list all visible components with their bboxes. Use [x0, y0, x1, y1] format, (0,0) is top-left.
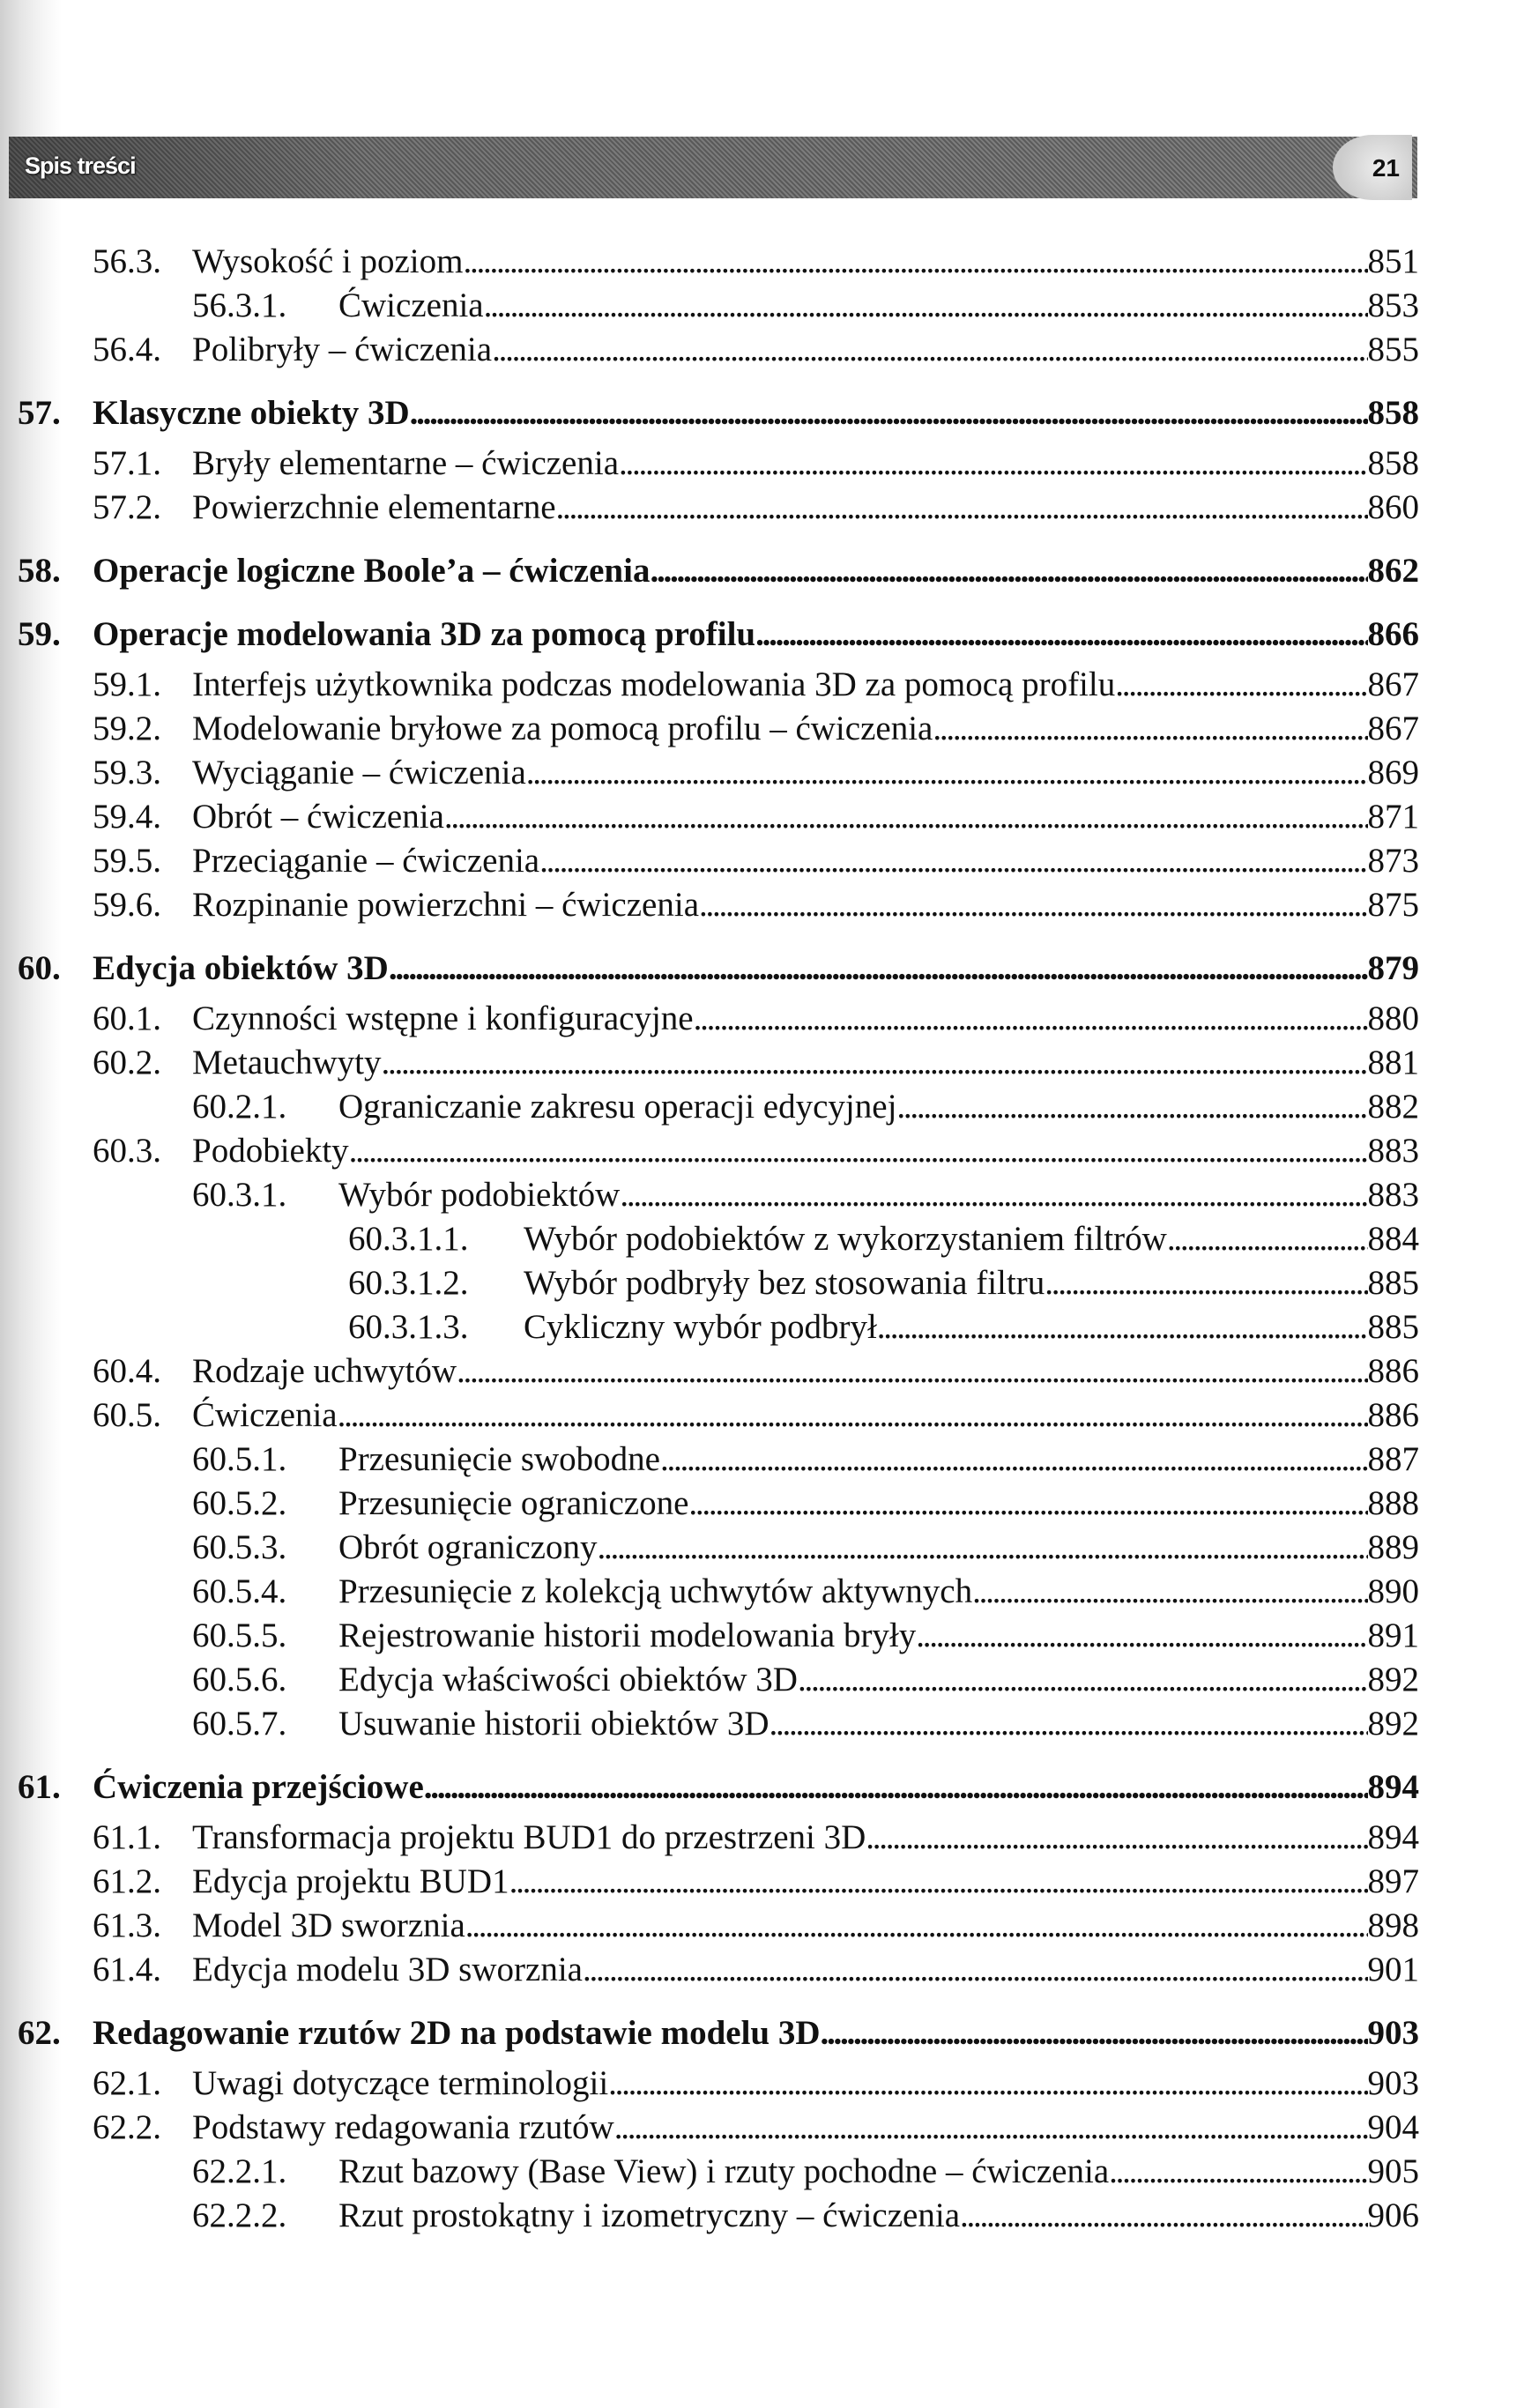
- entry-page: 901: [1367, 1951, 1419, 1988]
- dot-leader: [598, 1526, 1368, 1570]
- entry-number: 59.6.: [93, 886, 161, 924]
- entry-title: Rejestrowanie historii modelowania bryły: [338, 1616, 917, 1654]
- entry-page: 880: [1367, 1000, 1419, 1037]
- entry-title: Edycja projektu BUD1: [192, 1862, 509, 1900]
- dot-leader: [972, 1570, 1367, 1614]
- entry-page: 891: [1367, 1616, 1419, 1654]
- entry-page: 898: [1367, 1906, 1419, 1944]
- toc-entry: [0, 1702, 1539, 1746]
- entry-number: 62.1.: [93, 2064, 161, 2102]
- toc-entry: [0, 1394, 1539, 1438]
- entry-title: Powierzchnie elementarne: [192, 488, 556, 526]
- toc-chapter-entry: [0, 391, 1539, 435]
- toc-chapter-entry: [0, 549, 1539, 593]
- dot-leader: [1167, 1217, 1368, 1261]
- entry-page: 906: [1367, 2196, 1419, 2234]
- toc-entry: [0, 1658, 1539, 1702]
- entry-number: 62.2.1.: [192, 2152, 287, 2190]
- entry-body: [192, 751, 1419, 795]
- entry-title: Wybór podbryły bez stosowania filtru: [524, 1264, 1045, 1302]
- entry-body: [338, 1173, 1419, 1217]
- entry-page: 904: [1367, 2108, 1419, 2146]
- entry-body: [192, 663, 1419, 707]
- toc-entry: [0, 1948, 1539, 1992]
- entry-body: [192, 839, 1419, 883]
- entry-body: [93, 1765, 1419, 1810]
- entry-number: 60.5.6.: [192, 1661, 287, 1698]
- entry-title: Model 3D sworznia: [192, 1906, 465, 1944]
- entry-page: 869: [1367, 754, 1419, 792]
- entry-title: Edycja modelu 3D sworznia: [192, 1951, 583, 1988]
- toc-entry: [0, 284, 1539, 328]
- entry-title: Podobiekty: [192, 1132, 349, 1170]
- dot-leader: [650, 549, 1367, 593]
- entry-number: 60.3.1.: [192, 1176, 287, 1214]
- entry-title: Interfejs użytkownika podczas modelowania 3D za pomocą profilu: [192, 665, 1116, 703]
- entry-page: 862: [1367, 552, 1419, 590]
- toc-entry: [0, 1482, 1539, 1526]
- entry-title: Czynności wstępne i konfiguracyjne: [192, 1000, 694, 1037]
- dot-leader: [492, 328, 1367, 372]
- entry-page: 894: [1367, 1818, 1419, 1856]
- entry-number: 57.: [18, 394, 61, 432]
- entry-body: [192, 328, 1419, 372]
- toc-entry: [0, 1438, 1539, 1482]
- entry-number: 56.3.1.: [192, 286, 287, 324]
- entry-body: [192, 1948, 1419, 1992]
- dot-leader: [1109, 2150, 1367, 2194]
- dot-leader: [877, 1305, 1368, 1349]
- entry-body: [192, 1904, 1419, 1948]
- toc-entry: [0, 839, 1539, 883]
- entry-page: 867: [1367, 710, 1419, 747]
- table-of-contents: [0, 240, 1539, 2238]
- entry-title: Operacje modelowania 3D za pomocą profilu: [93, 615, 756, 653]
- entry-page: 886: [1367, 1396, 1419, 1434]
- running-header: [9, 137, 1417, 198]
- entry-title: Wysokość i poziom: [192, 242, 464, 280]
- dot-leader: [933, 707, 1367, 751]
- toc-entry: [0, 1217, 1539, 1261]
- entry-page: 905: [1367, 2152, 1419, 2190]
- entry-number: 57.2.: [93, 488, 161, 526]
- entry-page: 875: [1367, 886, 1419, 924]
- entry-number: 58.: [18, 552, 61, 590]
- entry-title: Polibryły – ćwiczenia: [192, 331, 493, 368]
- toc-entry: [0, 1085, 1539, 1129]
- entry-body: [192, 1860, 1419, 1904]
- entry-body: [338, 1658, 1419, 1702]
- entry-number: 59.3.: [93, 754, 161, 792]
- dot-leader: [556, 486, 1368, 530]
- entry-title: Cykliczny wybór podbrył: [524, 1308, 877, 1346]
- entry-title: Uwagi dotyczące terminologii: [192, 2064, 609, 2102]
- entry-page: 890: [1367, 1572, 1419, 1610]
- dot-leader: [389, 947, 1368, 991]
- entry-number: 60.5.4.: [192, 1572, 287, 1610]
- toc-entry: [0, 1526, 1539, 1570]
- entry-title: Przesunięcie z kolekcją uchwytów aktywnych: [338, 1572, 973, 1610]
- entry-page: 882: [1367, 1088, 1419, 1126]
- entry-number: 60.1.: [93, 1000, 161, 1037]
- entry-page: 903: [1367, 2014, 1419, 2052]
- entry-number: 59.1.: [93, 665, 161, 703]
- entry-page: 871: [1367, 798, 1419, 836]
- toc-entry: [0, 328, 1539, 372]
- dot-leader: [1115, 663, 1367, 707]
- entry-body: [192, 2106, 1419, 2150]
- entry-body: [192, 1129, 1419, 1173]
- entry-page: 888: [1367, 1484, 1419, 1522]
- entry-title: Klasyczne obiekty 3D: [93, 394, 410, 432]
- entry-body: [192, 795, 1419, 839]
- dot-leader: [798, 1658, 1368, 1702]
- entry-title: Transformacja projektu BUD1 do przestrzeni 3D: [192, 1818, 866, 1856]
- toc-entry: [0, 2150, 1539, 2194]
- entry-title: Edycja obiektów 3D: [93, 949, 389, 987]
- entry-title: Modelowanie bryłowe za pomocą profilu – ćwiczenia: [192, 710, 933, 747]
- entry-page: 892: [1367, 1661, 1419, 1698]
- entry-body: [192, 1349, 1419, 1394]
- entry-title: Redagowanie rzutów 2D na podstawie modelu 3D: [93, 2014, 821, 2052]
- entry-number: 56.3.: [93, 242, 161, 280]
- entry-title: Rodzaje uchwytów: [192, 1352, 457, 1390]
- entry-number: 60.4.: [93, 1352, 161, 1390]
- dot-leader: [457, 1349, 1367, 1394]
- entry-title: Ćwiczenia: [338, 286, 484, 324]
- entry-title: Przeciąganie – ćwiczenia: [192, 842, 540, 880]
- section-title: Spis treści: [25, 152, 136, 179]
- entry-body: [93, 2011, 1419, 2055]
- entry-body: [93, 613, 1419, 657]
- dot-leader: [896, 1085, 1367, 1129]
- entry-title: Rozpinanie powierzchni – ćwiczenia: [192, 886, 700, 924]
- entry-number: 60.5.: [93, 1396, 161, 1434]
- entry-page: 855: [1367, 331, 1419, 368]
- toc-entry: [0, 795, 1539, 839]
- dot-leader: [821, 2011, 1368, 2055]
- dot-leader: [619, 442, 1367, 486]
- entry-body: [524, 1261, 1419, 1305]
- toc-entry: [0, 240, 1539, 284]
- toc-entry: [0, 883, 1539, 927]
- dot-leader: [694, 997, 1368, 1041]
- entry-number: 60.3.1.2.: [348, 1264, 469, 1302]
- entry-body: [338, 1085, 1419, 1129]
- toc-entry: [0, 1904, 1539, 1948]
- entry-body: [93, 391, 1419, 435]
- dot-leader: [444, 795, 1368, 839]
- toc-entry: [0, 1860, 1539, 1904]
- toc-entry: [0, 442, 1539, 486]
- entry-body: [524, 1305, 1419, 1349]
- entry-body: [93, 947, 1419, 991]
- toc-chapter-entry: [0, 613, 1539, 657]
- entry-page: 883: [1367, 1132, 1419, 1170]
- dot-leader: [699, 883, 1367, 927]
- entry-page: 873: [1367, 842, 1419, 880]
- page-number: 21: [1372, 154, 1400, 182]
- dot-leader: [463, 240, 1367, 284]
- entry-number: 61.3.: [93, 1906, 161, 1944]
- entry-page: 885: [1367, 1264, 1419, 1302]
- entry-page: 887: [1367, 1440, 1419, 1478]
- dot-leader: [526, 751, 1368, 795]
- toc-entry: [0, 663, 1539, 707]
- entry-number: 60.2.: [93, 1044, 161, 1081]
- toc-entry: [0, 486, 1539, 530]
- entry-page: 858: [1367, 444, 1419, 482]
- dot-leader: [620, 1173, 1367, 1217]
- toc-entry: [0, 2194, 1539, 2238]
- toc-entry: [0, 1261, 1539, 1305]
- entry-page: 903: [1367, 2064, 1419, 2102]
- entry-title: Operacje logiczne Boole’a – ćwiczenia: [93, 552, 651, 590]
- entry-number: 59.2.: [93, 710, 161, 747]
- entry-number: 60.2.1.: [192, 1088, 287, 1126]
- entry-title: Bryły elementarne – ćwiczenia: [192, 444, 620, 482]
- entry-number: 60.5.2.: [192, 1484, 287, 1522]
- entry-body: [338, 1702, 1419, 1746]
- entry-number: 61.2.: [93, 1862, 161, 1900]
- entry-title: Podstawy redagowania rzutów: [192, 2108, 614, 2146]
- dot-leader: [755, 613, 1367, 657]
- toc-entry: [0, 1173, 1539, 1217]
- entry-page: 881: [1367, 1044, 1419, 1081]
- entry-page: 867: [1367, 665, 1419, 703]
- entry-title: Usuwanie historii obiektów 3D: [338, 1705, 770, 1743]
- entry-number: 60.3.: [93, 1132, 161, 1170]
- entry-body: [338, 2194, 1419, 2238]
- entry-body: [192, 442, 1419, 486]
- dot-leader: [960, 2194, 1367, 2238]
- dot-leader: [509, 1860, 1368, 1904]
- entry-body: [338, 1614, 1419, 1658]
- dot-leader: [338, 1394, 1368, 1438]
- entry-page: 889: [1367, 1528, 1419, 1566]
- entry-body: [192, 240, 1419, 284]
- entry-title: Ograniczanie zakresu operacji edycyjnej: [338, 1088, 897, 1126]
- entry-body: [338, 284, 1419, 328]
- entry-body: [338, 1438, 1419, 1482]
- toc-entry: [0, 2062, 1539, 2106]
- entry-number: 57.1.: [93, 444, 161, 482]
- entry-page: 894: [1367, 1768, 1419, 1806]
- entry-page: 892: [1367, 1705, 1419, 1743]
- entry-number: 59.5.: [93, 842, 161, 880]
- toc-entry: [0, 1816, 1539, 1860]
- entry-page: 885: [1367, 1308, 1419, 1346]
- dot-leader: [381, 1041, 1367, 1085]
- entry-number: 59.4.: [93, 798, 161, 836]
- entry-body: [338, 1570, 1419, 1614]
- entry-body: [338, 1526, 1419, 1570]
- entry-title: Rzut bazowy (Base View) i rzuty pochodne – ćwiczenia: [338, 2152, 1110, 2190]
- entry-title: Obrót ograniczony: [338, 1528, 598, 1566]
- entry-body: [192, 2062, 1419, 2106]
- entry-number: 60.5.7.: [192, 1705, 287, 1743]
- dot-leader: [424, 1765, 1368, 1810]
- entry-body: [192, 1041, 1419, 1085]
- entry-body: [338, 1482, 1419, 1526]
- entry-page: 884: [1367, 1220, 1419, 1258]
- entry-number: 59.: [18, 615, 61, 653]
- entry-title: Wybór podobiektów z wykorzystaniem filtrów: [524, 1220, 1167, 1258]
- toc-entry: [0, 751, 1539, 795]
- entry-body: [192, 707, 1419, 751]
- dot-leader: [608, 2062, 1367, 2106]
- dot-leader: [484, 284, 1368, 328]
- entry-title: Przesunięcie ograniczone: [338, 1484, 689, 1522]
- entry-page: 886: [1367, 1352, 1419, 1390]
- toc-entry: [0, 1349, 1539, 1394]
- toc-entry: [0, 1305, 1539, 1349]
- dot-leader: [349, 1129, 1368, 1173]
- entry-body: [93, 549, 1419, 593]
- entry-body: [524, 1217, 1419, 1261]
- entry-title: Wyciąganie – ćwiczenia: [192, 754, 526, 792]
- entry-number: 62.2.: [93, 2108, 161, 2146]
- entry-body: [192, 1816, 1419, 1860]
- entry-title: Metauchwyty: [192, 1044, 382, 1081]
- dot-leader: [614, 2106, 1368, 2150]
- entry-page: 851: [1367, 242, 1419, 280]
- dot-leader: [583, 1948, 1368, 1992]
- entry-title: Przesunięcie swobodne: [338, 1440, 660, 1478]
- entry-page: 860: [1367, 488, 1419, 526]
- toc-entry: [0, 1614, 1539, 1658]
- toc-entry: [0, 997, 1539, 1041]
- entry-number: 60.3.1.1.: [348, 1220, 469, 1258]
- entry-title: Wybór podobiektów: [338, 1176, 621, 1214]
- entry-number: 60.3.1.3.: [348, 1308, 469, 1346]
- toc-entry: [0, 707, 1539, 751]
- dot-leader: [866, 1816, 1367, 1860]
- entry-number: 56.4.: [93, 331, 161, 368]
- entry-number: 61.4.: [93, 1951, 161, 1988]
- entry-number: 62.2.2.: [192, 2196, 287, 2234]
- entry-title: Rzut prostokątny i izometryczny – ćwiczenia: [338, 2196, 961, 2234]
- entry-page: 853: [1367, 286, 1419, 324]
- entry-title: Obrót – ćwiczenia: [192, 798, 444, 836]
- entry-title: Edycja właściwości obiektów 3D: [338, 1661, 798, 1698]
- entry-number: 60.5.3.: [192, 1528, 287, 1566]
- toc-entry: [0, 1041, 1539, 1085]
- entry-body: [192, 486, 1419, 530]
- entry-body: [192, 997, 1419, 1041]
- entry-body: [192, 883, 1419, 927]
- entry-number: 60.5.1.: [192, 1440, 287, 1478]
- entry-page: 866: [1367, 615, 1419, 653]
- dot-leader: [770, 1702, 1368, 1746]
- dot-leader: [1045, 1261, 1367, 1305]
- entry-page: 883: [1367, 1176, 1419, 1214]
- entry-page: 879: [1367, 949, 1419, 987]
- dot-leader: [660, 1438, 1368, 1482]
- entry-number: 60.: [18, 949, 61, 987]
- dot-leader: [688, 1482, 1367, 1526]
- entry-number: 61.: [18, 1768, 61, 1806]
- entry-body: [192, 1394, 1419, 1438]
- toc-entry: [0, 1570, 1539, 1614]
- toc-entry: [0, 1129, 1539, 1173]
- entry-number: 60.5.5.: [192, 1616, 287, 1654]
- toc-chapter-entry: [0, 2011, 1539, 2055]
- dot-leader: [465, 1904, 1368, 1948]
- entry-number: 61.1.: [93, 1818, 161, 1856]
- dot-leader: [539, 839, 1367, 883]
- entry-number: 62.: [18, 2014, 61, 2052]
- dot-leader: [916, 1614, 1367, 1658]
- entry-page: 897: [1367, 1862, 1419, 1900]
- entry-title: Ćwiczenia: [192, 1396, 338, 1434]
- toc-chapter-entry: [0, 947, 1539, 991]
- dot-leader: [410, 391, 1368, 435]
- toc-entry: [0, 2106, 1539, 2150]
- entry-page: 858: [1367, 394, 1419, 432]
- entry-body: [338, 2150, 1419, 2194]
- toc-chapter-entry: [0, 1765, 1539, 1810]
- entry-title: Ćwiczenia przejściowe: [93, 1768, 424, 1806]
